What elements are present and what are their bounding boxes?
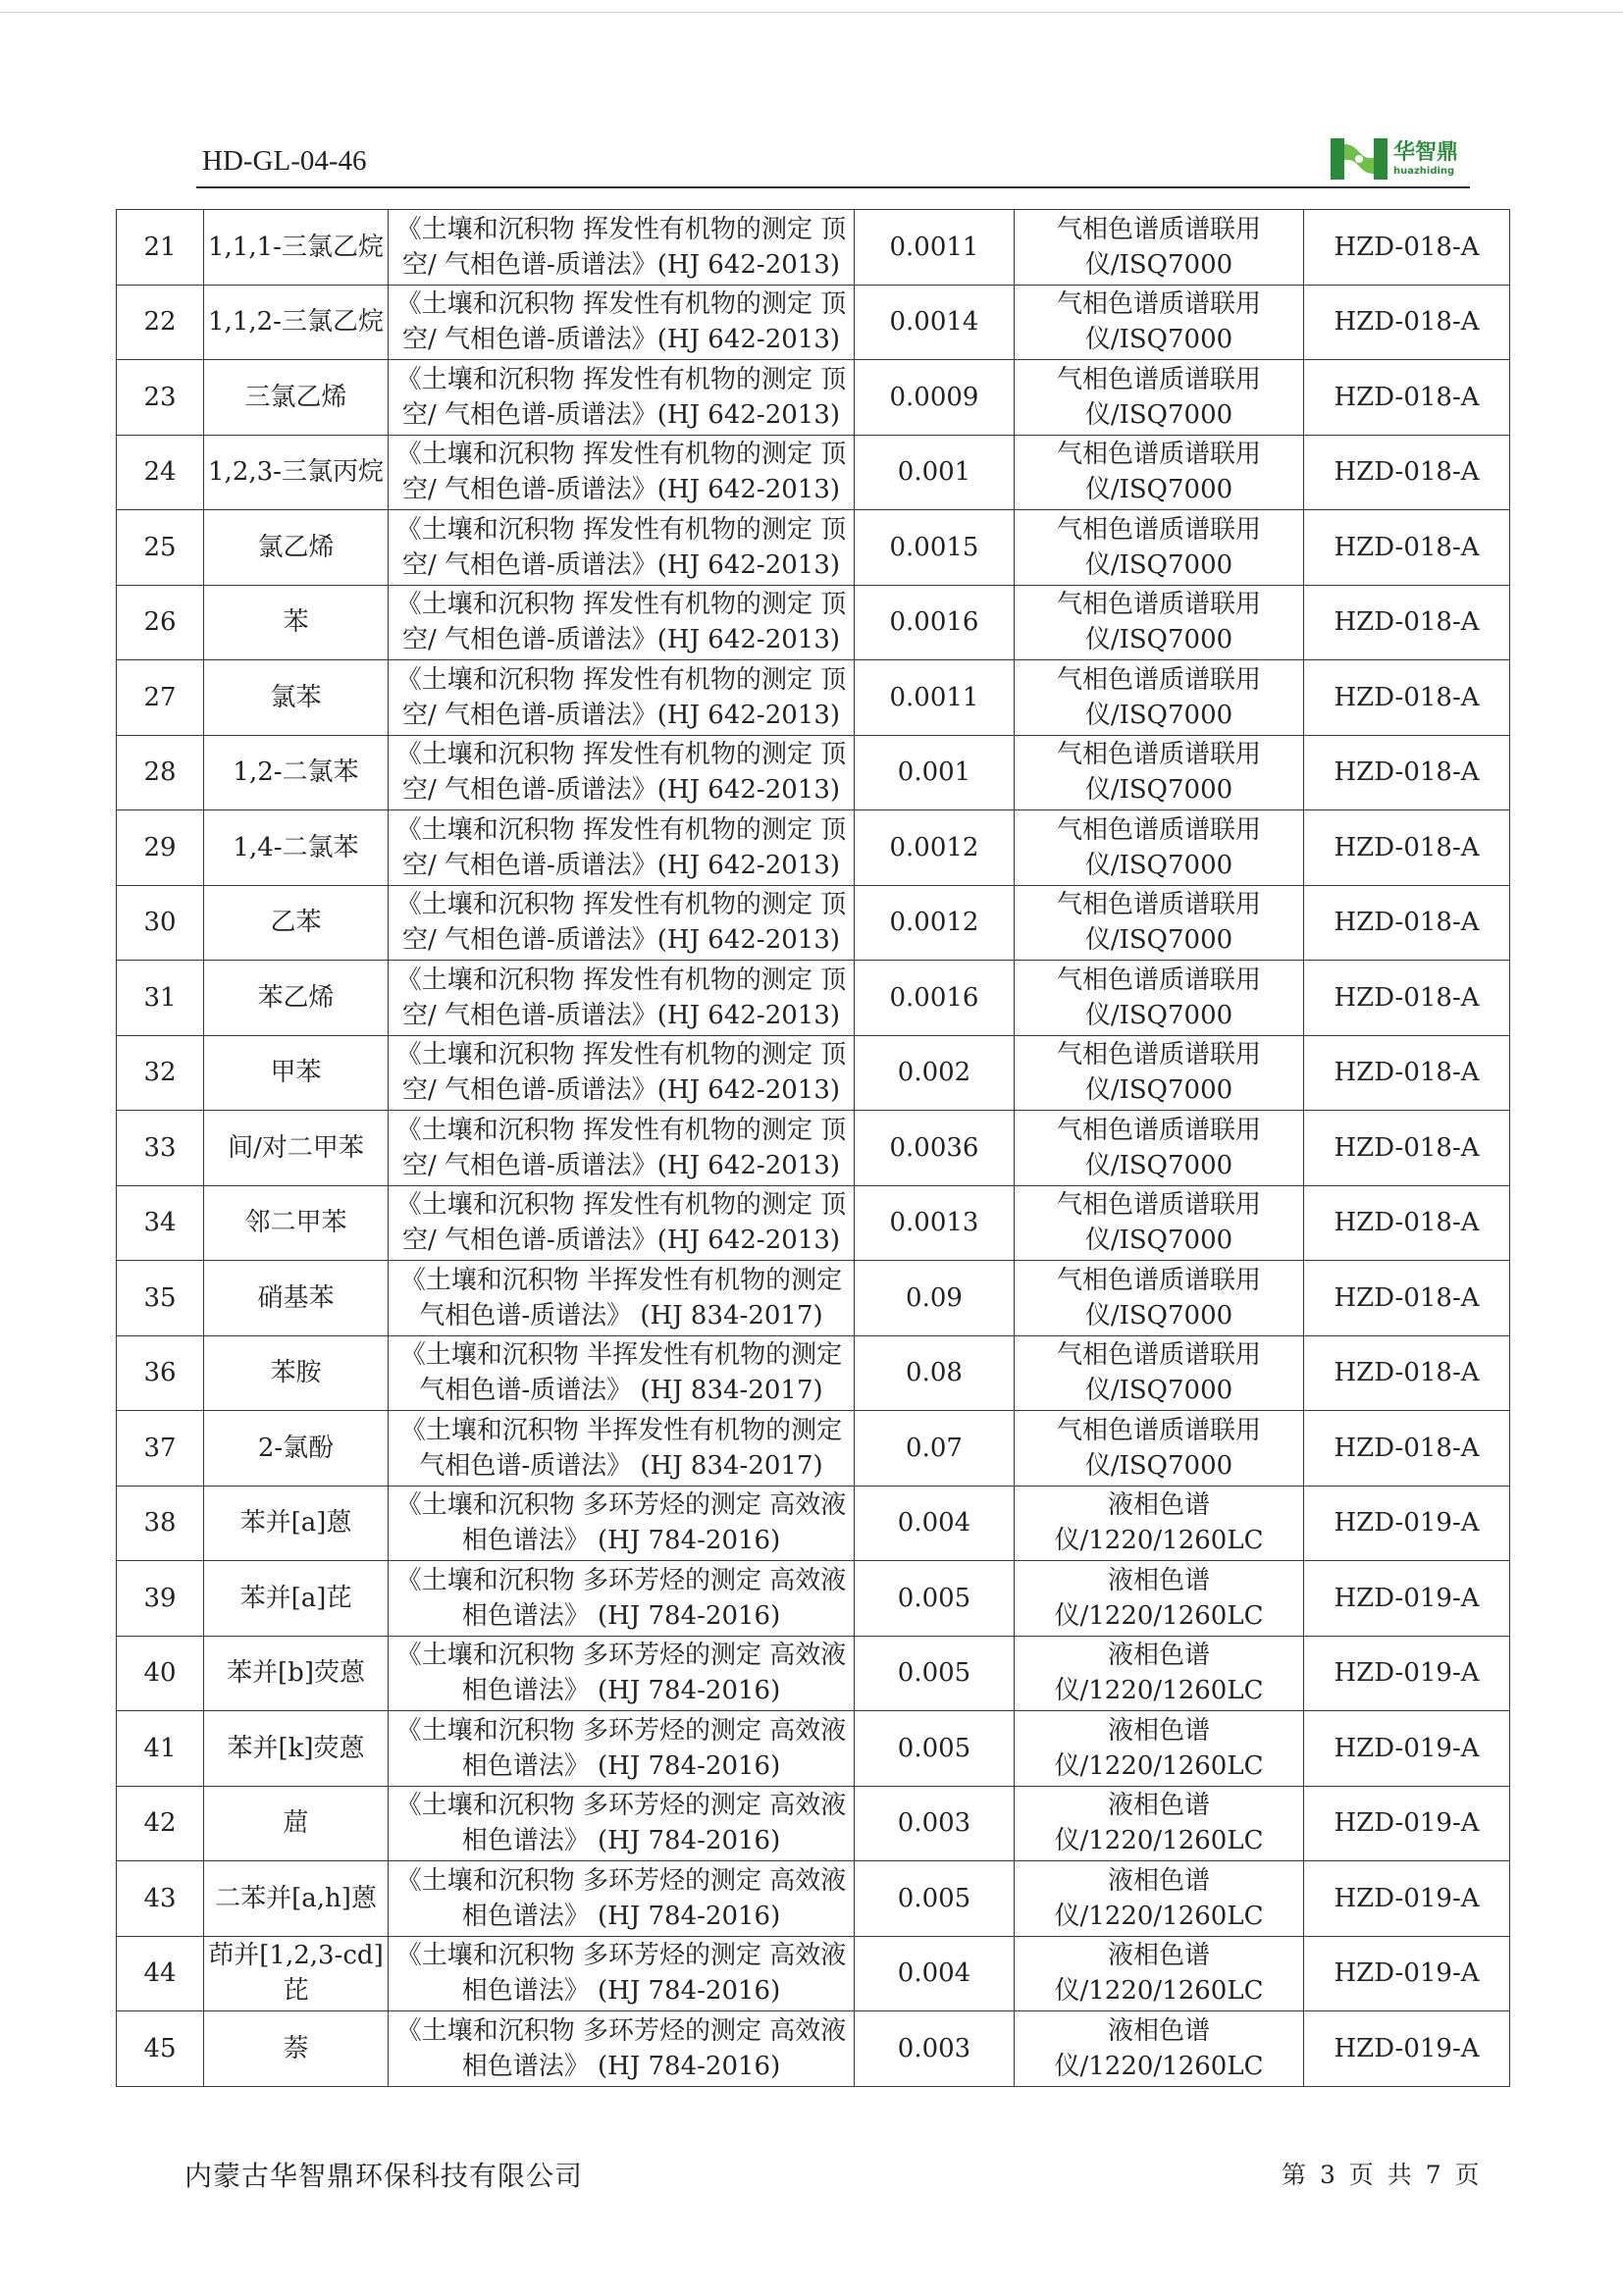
instrument-name-cell: 气相色谱质谱联用仪/ISQ7000 [1015,1035,1304,1111]
instrument-id-cell: HZD-018-A [1304,585,1510,660]
table-row [117,360,1510,436]
row-number-cell: 32 [117,1035,204,1111]
analyte-name-cell: 苯乙烯 [204,961,389,1036]
row-number-cell: 24 [117,435,204,510]
instrument-id-cell: HZD-019-A [1304,1861,1510,1937]
detection-limit-cell: 0.004 [855,1486,1015,1561]
analyte-name-cell: 苯 [204,585,389,660]
test-method-cell: 《土壤和沉积物 多环芳烃的测定 高效液相色谱法》 (HJ 784-2016) [389,1936,855,2011]
row-number-cell: 37 [117,1411,204,1487]
detection-limit-cell: 0.001 [855,735,1015,810]
table-row [117,585,1510,660]
table-row [117,735,1510,810]
detection-limit-cell: 0.005 [855,1636,1015,1711]
table-row [117,1711,1510,1787]
test-method-cell: 《土壤和沉积物 挥发性有机物的测定 顶空/ 气相色谱-质谱法》(HJ 642-2013) [389,435,855,510]
instrument-id-cell: HZD-019-A [1304,2011,1510,2087]
instrument-id-cell: HZD-018-A [1304,961,1510,1036]
instrument-name-cell: 气相色谱质谱联用仪/ISQ7000 [1015,1111,1304,1186]
instrument-id-cell: HZD-019-A [1304,1486,1510,1561]
analyte-name-cell: 1,4-二氯苯 [204,810,389,886]
table-row [117,1261,1510,1336]
analyte-name-cell: 1,1,1-三氯乙烷 [204,210,389,286]
table-row [117,1861,1510,1937]
instrument-id-cell: HZD-018-A [1304,1111,1510,1186]
detection-limit-cell: 0.005 [855,1561,1015,1637]
analyte-name-cell: 䓛 [204,1786,389,1861]
row-number-cell: 30 [117,885,204,961]
table-row [117,285,1510,360]
instrument-name-cell: 液相色谱仪/1220/1260LC [1015,1786,1304,1861]
instrument-id-cell: HZD-018-A [1304,1411,1510,1487]
instrument-id-cell: HZD-018-A [1304,510,1510,586]
test-method-cell: 《土壤和沉积物 挥发性有机物的测定 顶空/ 气相色谱-质谱法》(HJ 642-2013) [389,885,855,961]
analyte-name-cell: 硝基苯 [204,1261,389,1336]
logo-chinese-name: 华智鼎 [1392,139,1458,165]
row-number-cell: 36 [117,1335,204,1411]
test-method-cell: 《土壤和沉积物 挥发性有机物的测定 顶空/ 气相色谱-质谱法》(HJ 642-2013) [389,510,855,586]
footer-page-number: 第 3 页 共 7 页 [1282,2161,1480,2189]
test-method-cell: 《土壤和沉积物 挥发性有机物的测定 顶空/ 气相色谱-质谱法》(HJ 642-2013) [389,585,855,660]
table-row [117,1111,1510,1186]
detection-methods-table [116,209,1510,2087]
analyte-name-cell: 氯乙烯 [204,510,389,586]
instrument-name-cell: 液相色谱仪/1220/1260LC [1015,1711,1304,1787]
analyte-name-cell: 三氯乙烯 [204,360,389,436]
table-row [117,1786,1510,1861]
test-method-cell: 《土壤和沉积物 多环芳烃的测定 高效液相色谱法》 (HJ 784-2016) [389,1711,855,1787]
row-number-cell: 21 [117,210,204,286]
instrument-name-cell: 气相色谱质谱联用仪/ISQ7000 [1015,285,1304,360]
instrument-id-cell: HZD-019-A [1304,1936,1510,2011]
detection-limit-cell: 0.08 [855,1335,1015,1411]
test-method-cell: 《土壤和沉积物 挥发性有机物的测定 顶空/ 气相色谱-质谱法》(HJ 642-2013) [389,1035,855,1111]
row-number-cell: 43 [117,1861,204,1937]
row-number-cell: 29 [117,810,204,886]
test-method-cell: 《土壤和沉积物 多环芳烃的测定 高效液相色谱法》 (HJ 784-2016) [389,1636,855,1711]
instrument-name-cell: 液相色谱仪/1220/1260LC [1015,1636,1304,1711]
detection-limit-cell: 0.003 [855,2011,1015,2087]
table-row [117,660,1510,736]
table-row [117,1636,1510,1711]
instrument-id-cell: HZD-018-A [1304,1261,1510,1336]
page-top-rule [0,12,1623,13]
analyte-name-cell: 苯并[k]荧蒽 [204,1711,389,1787]
instrument-name-cell: 气相色谱质谱联用仪/ISQ7000 [1015,810,1304,886]
test-method-cell: 《土壤和沉积物 多环芳烃的测定 高效液相色谱法》 (HJ 784-2016) [389,1486,855,1561]
row-number-cell: 39 [117,1561,204,1637]
analyte-name-cell: 苯并[a]蒽 [204,1486,389,1561]
test-method-cell: 《土壤和沉积物 多环芳烃的测定 高效液相色谱法》 (HJ 784-2016) [389,1861,855,1937]
instrument-id-cell: HZD-018-A [1304,1035,1510,1111]
detection-limit-cell: 0.0036 [855,1111,1015,1186]
table-row [117,210,1510,286]
row-number-cell: 25 [117,510,204,586]
test-method-cell: 《土壤和沉积物 多环芳烃的测定 高效液相色谱法》 (HJ 784-2016) [389,2011,855,2087]
row-number-cell: 42 [117,1786,204,1861]
analyte-name-cell: 2-氯酚 [204,1411,389,1487]
instrument-id-cell: HZD-018-A [1304,810,1510,886]
instrument-name-cell: 气相色谱质谱联用仪/ISQ7000 [1015,735,1304,810]
page-header [196,137,1470,188]
test-method-cell: 《土壤和沉积物 半挥发性有机物的测定气相色谱-质谱法》 (HJ 834-2017) [389,1335,855,1411]
analyte-name-cell: 萘 [204,2011,389,2087]
table-row [117,1936,1510,2011]
table-row [117,885,1510,961]
table-row [117,961,1510,1036]
test-method-cell: 《土壤和沉积物 挥发性有机物的测定 顶空/ 气相色谱-质谱法》(HJ 642-2013) [389,660,855,736]
detection-limit-cell: 0.005 [855,1861,1015,1937]
row-number-cell: 22 [117,285,204,360]
test-method-cell: 《土壤和沉积物 挥发性有机物的测定 顶空/ 气相色谱-质谱法》(HJ 642-2013) [389,285,855,360]
detection-limit-cell: 0.0015 [855,510,1015,586]
detection-limit-cell: 0.0013 [855,1185,1015,1261]
instrument-name-cell: 液相色谱仪/1220/1260LC [1015,1486,1304,1561]
table-row [117,810,1510,886]
detection-limit-cell: 0.003 [855,1786,1015,1861]
detection-limit-cell: 0.005 [855,1711,1015,1787]
test-method-cell: 《土壤和沉积物 挥发性有机物的测定 顶空/ 气相色谱-质谱法》(HJ 642-2013) [389,360,855,436]
row-number-cell: 23 [117,360,204,436]
instrument-name-cell: 液相色谱仪/1220/1260LC [1015,1936,1304,2011]
instrument-id-cell: HZD-018-A [1304,285,1510,360]
analyte-name-cell: 氯苯 [204,660,389,736]
detection-limit-cell: 0.0012 [855,810,1015,886]
row-number-cell: 45 [117,2011,204,2087]
company-logo [1331,137,1458,181]
table-row [117,435,1510,510]
test-method-cell: 《土壤和沉积物 挥发性有机物的测定 顶空/ 气相色谱-质谱法》(HJ 642-2013) [389,961,855,1036]
instrument-name-cell: 气相色谱质谱联用仪/ISQ7000 [1015,961,1304,1036]
instrument-name-cell: 气相色谱质谱联用仪/ISQ7000 [1015,210,1304,286]
test-method-cell: 《土壤和沉积物 挥发性有机物的测定 顶空/ 气相色谱-质谱法》(HJ 642-2013) [389,210,855,286]
test-method-cell: 《土壤和沉积物 挥发性有机物的测定 顶空/ 气相色谱-质谱法》(HJ 642-2013) [389,735,855,810]
instrument-name-cell: 气相色谱质谱联用仪/ISQ7000 [1015,510,1304,586]
row-number-cell: 31 [117,961,204,1036]
instrument-name-cell: 气相色谱质谱联用仪/ISQ7000 [1015,1411,1304,1487]
instrument-name-cell: 液相色谱仪/1220/1260LC [1015,1861,1304,1937]
instrument-id-cell: HZD-019-A [1304,1786,1510,1861]
detection-limit-cell: 0.0011 [855,660,1015,736]
instrument-id-cell: HZD-018-A [1304,885,1510,961]
test-method-cell: 《土壤和沉积物 挥发性有机物的测定 顶空/ 气相色谱-质谱法》(HJ 642-2013) [389,1111,855,1186]
analyte-name-cell: 1,2-二氯苯 [204,735,389,810]
test-method-cell: 《土壤和沉积物 挥发性有机物的测定 顶空/ 气相色谱-质谱法》(HJ 642-2013) [389,810,855,886]
test-method-cell: 《土壤和沉积物 半挥发性有机物的测定气相色谱-质谱法》 (HJ 834-2017) [389,1411,855,1487]
detection-limit-cell: 0.0016 [855,961,1015,1036]
row-number-cell: 40 [117,1636,204,1711]
analyte-name-cell: 苯并[b]荧蒽 [204,1636,389,1711]
detection-limit-cell: 0.004 [855,1936,1015,2011]
row-number-cell: 26 [117,585,204,660]
detection-limit-cell: 0.001 [855,435,1015,510]
detection-limit-cell: 0.0016 [855,585,1015,660]
row-number-cell: 33 [117,1111,204,1186]
analyte-name-cell: 苯并[a]芘 [204,1561,389,1637]
test-method-cell: 《土壤和沉积物 半挥发性有机物的测定气相色谱-质谱法》 (HJ 834-2017) [389,1261,855,1336]
instrument-name-cell: 气相色谱质谱联用仪/ISQ7000 [1015,1261,1304,1336]
instrument-id-cell: HZD-018-A [1304,360,1510,436]
detection-limit-cell: 0.002 [855,1035,1015,1111]
table-row [117,1561,1510,1637]
analyte-name-cell: 乙苯 [204,885,389,961]
table-row [117,2011,1510,2087]
table-row [117,1486,1510,1561]
detection-limit-cell: 0.0011 [855,210,1015,286]
detection-limit-cell: 0.0014 [855,285,1015,360]
instrument-name-cell: 气相色谱质谱联用仪/ISQ7000 [1015,360,1304,436]
instrument-name-cell: 液相色谱仪/1220/1260LC [1015,2011,1304,2087]
instrument-id-cell: HZD-019-A [1304,1636,1510,1711]
instrument-id-cell: HZD-018-A [1304,1335,1510,1411]
instrument-name-cell: 气相色谱质谱联用仪/ISQ7000 [1015,435,1304,510]
footer-company-name: 内蒙古华智鼎环保科技有限公司 [184,2160,584,2192]
row-number-cell: 41 [117,1711,204,1787]
instrument-id-cell: HZD-018-A [1304,660,1510,736]
instrument-id-cell: HZD-018-A [1304,435,1510,510]
test-method-cell: 《土壤和沉积物 挥发性有机物的测定 顶空/ 气相色谱-质谱法》(HJ 642-2013) [389,1185,855,1261]
table-row [117,1411,1510,1487]
analyte-name-cell: 茚并[1,2,3-cd]芘 [204,1936,389,2011]
detection-limit-cell: 0.0012 [855,885,1015,961]
document-code: HD-GL-04-46 [202,145,367,177]
analyte-name-cell: 二苯并[a,h]蒽 [204,1861,389,1937]
row-number-cell: 38 [117,1486,204,1561]
instrument-name-cell: 气相色谱质谱联用仪/ISQ7000 [1015,660,1304,736]
detection-limit-cell: 0.07 [855,1411,1015,1487]
instrument-id-cell: HZD-019-A [1304,1561,1510,1637]
instrument-name-cell: 液相色谱仪/1220/1260LC [1015,1561,1304,1637]
logo-mark-icon [1331,138,1387,180]
row-number-cell: 34 [117,1185,204,1261]
table-row [117,1335,1510,1411]
table-row [117,1185,1510,1261]
row-number-cell: 28 [117,735,204,810]
instrument-id-cell: HZD-018-A [1304,210,1510,286]
row-number-cell: 27 [117,660,204,736]
test-method-cell: 《土壤和沉积物 多环芳烃的测定 高效液相色谱法》 (HJ 784-2016) [389,1786,855,1861]
instrument-id-cell: HZD-019-A [1304,1711,1510,1787]
instrument-name-cell: 气相色谱质谱联用仪/ISQ7000 [1015,585,1304,660]
logo-pinyin-name: huazhiding [1392,165,1455,177]
detection-limit-cell: 0.09 [855,1261,1015,1336]
instrument-name-cell: 气相色谱质谱联用仪/ISQ7000 [1015,1185,1304,1261]
row-number-cell: 44 [117,1936,204,2011]
analyte-name-cell: 邻二甲苯 [204,1185,389,1261]
instrument-id-cell: HZD-018-A [1304,1185,1510,1261]
analyte-name-cell: 1,1,2-三氯乙烷 [204,285,389,360]
analyte-name-cell: 苯胺 [204,1335,389,1411]
instrument-name-cell: 气相色谱质谱联用仪/ISQ7000 [1015,1335,1304,1411]
instrument-id-cell: HZD-018-A [1304,735,1510,810]
analyte-name-cell: 甲苯 [204,1035,389,1111]
instrument-name-cell: 气相色谱质谱联用仪/ISQ7000 [1015,885,1304,961]
analyte-name-cell: 1,2,3-三氯丙烷 [204,435,389,510]
table-row [117,510,1510,586]
table-row [117,1035,1510,1111]
test-method-cell: 《土壤和沉积物 多环芳烃的测定 高效液相色谱法》 (HJ 784-2016) [389,1561,855,1637]
analyte-name-cell: 间/对二甲苯 [204,1111,389,1186]
row-number-cell: 35 [117,1261,204,1336]
detection-limit-cell: 0.0009 [855,360,1015,436]
